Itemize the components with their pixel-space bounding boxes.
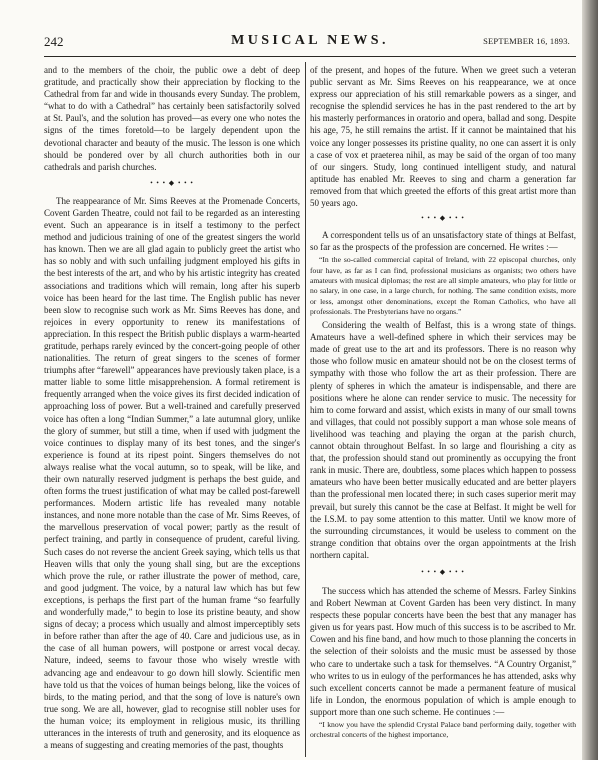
article-paragraph: A correspondent tells us of an unsatisfactory state of things at Belfast, so far as the prospects of the profession are concerned. He writes :— xyxy=(310,230,576,253)
article-paragraph: The success which has attended the scheme of Messrs. Farley Sinkins and Robert Newman at Covent Garden has been very distinct. In many respects these popular concerts have been the best that any manager has given us for years past. How much of this success is to be ascribed to Mr. Cowen and his fine band, and how much to those planning the concerts in the selection of their soloists and the music must be assessed by those who care to undertake such a task for themselves. “A Country Organist,” who writes to us in eulogy of the performances he has attended, asks why such excellent concerts cannot be made a permanent feature of musical life in London, the enormous population of which is ample enough to support more than one such scheme. He continues :— xyxy=(310,585,576,717)
right-column xyxy=(310,64,576,741)
page-header xyxy=(44,34,576,50)
section-ornament: • • • ◆ • • • xyxy=(421,214,465,223)
left-column xyxy=(44,64,300,751)
masthead-title: MUSICAL NEWS. xyxy=(231,33,389,48)
letter-quote: “I know you have the splendid Crystal Palace band performing daily, together with orchestral concerts of the highest importance, xyxy=(310,720,576,740)
article-paragraph: Considering the wealth of Belfast, this is a wrong state of things. Amateurs have a well-defined sphere in which their services may be made of great use to the art and its professors. There is no reason why those who follow music en amateur should not be on the closest terms of sympathy with those who follow the art as their profession. There are plenty of spheres in which the amateur is indispensable, and there are positions where he alone can render service to music. The necessity for him to come forward and assist, which exists in many of our small towns and villages, that could not possibly support a man whose sole means of livelihood was teaching and playing the organ at the parish church, cannot obtain throughout Belfast. In so large and flourishing a city as that, the profession should stand out prominently as occupying the front rank in music. There are, doubtless, some places which happen to possess amateurs who have been better musically educated and are better players than the professional men located there; in such cases superior merit may prevail, but surely this cannot be the case at Belfast. It might be well for the I.S.M. to pay some attention to this matter. Until we know more of the surrounding circumstances, it would be useless to comment on the strange condition that obtains over the organ appointments at the Irish northern capital. xyxy=(310,320,576,560)
section-ornament: • • • ◆ • • • xyxy=(150,178,194,187)
section-ornament: • • • ◆ • • • xyxy=(421,567,465,576)
header-rule xyxy=(44,56,576,57)
column-divider xyxy=(305,62,306,757)
article-paragraph: of the present, and hopes of the future. When we greet such a veteran public servant as Mr. Sims Reeves on his reappearance, we at once express our appreciation of his still remarkable powers as a singer, and recognise the splendid services he has in the past rendered to the art by his masterly performances in oratorio and opera, ballad and song. Despite his age, 75, he still remains the artist. If it cannot be maintained that his voice any longer possesses its pristine quality, no one can assert it is only a case of vox et praeterea nihil, as may be said of the organ of too many of our singers. Study, long continued intelligent study, and natural aptitude has enabled Mr. Reeves to sing and charm a generation far removed from that which greeted the efforts of this great artist more than 50 years ago. xyxy=(310,65,576,209)
article-paragraph: The reappearance of Mr. Sims Reeves at the Promenade Concerts, Covent Garden Theatre, could not fail to be regarded as an interesting event. Such an appearance is in itself a testimony to the perfect method and judicious training of one of the greatest singers the world has known. Then we are all glad again to publicly greet the artist who has so nobly and with such unfailing judgment employed his gifts in the best interests of the art, and who by his artistic integrity has created associations and traditions which will remain, long after his superb voice has been heard for the last time. The English public has never been slow to recognise such work as Mr. Sims Reeves has done, and rejoices in every opportunity to renew its manifestations of appreciation. In this respect the British public displays a warm-hearted gratitude, perhaps rarely evinced by the concert-going people of other nationalities. The return of great singers to the scenes of former triumphs after “farewell” appearances have previously taken place, is a matter liable to some little misapprehension. A formal retirement is frequently arranged when the voice gives its first decided indication of approaching loss of power. But a well-trained and carefully preserved voice has often a long “Indian Summer,” a late autumnal glory, unlike the glory of summer, but still a time, when if used with judgment the voice continues to display many of its best tones, and the singer's experience is found at its ripest point. Singers themselves do not always realise what the vocal autumn, so to speak, will be like, and their own naturally reserved judgment is perhaps the best guide, and often forms the truest justification of what may be called post-farewell performances. Modern artistic life has revealed many notable instances, and none more notable than the case of Mr. Sims Reeves, of the marvellous preservation of vocal power; partly as the result of perfect training, and partly in consequence of prudent, careful living. Such cases do not reverse the ancient Greek saying, which tells us that Heaven wills that only the young shall sing, but are the exceptions which prove the rule, or rather illustrate the power of method, care, and good judgment. The voice, by a natural law which has but few exceptions, is perhaps the first part of the human frame “so fearfully and wonderfully made,” to begin to lose its pristine beauty, and show signs of decay; a process which usually and almost imperceptibly sets in before rather than after the age of 40. Care and judicious use, as in the case of all human powers, will postpone or arrest vocal decay. Nature, indeed, seems to favour those who wisely wrestle with advancing age and endeavour to go down hill slowly. Scientific men have told us that the voices of human beings belong, like the voices of birds, to the mating period, and that the song of love is nature's own true song. We are all, however, glad to recognise still nobler uses for the human voice; its employment in religious music, its thrilling utterances in the interests of truth and generosity, and its eloquence as a means of suggesting and creating memories of the past, thoughts xyxy=(44,195,300,751)
letter-quote: “In the so-called commercial capital of Ireland, with 22 episcopal churches, only four have, as far as I can find, professional musicians as organists; two others have amateurs with musical diplomas; the rest are all simple amateurs, who play for little or no salary, in one case, in a large church, for nothing. The same condition exists, more or less, amongst other denominations, except the Roman Catholics, who have all professionals. The Presbyterians have no organs.” xyxy=(310,255,576,316)
book-spine-shadow xyxy=(582,0,598,760)
issue-date: SEPTEMBER 16, 1893. xyxy=(483,36,570,46)
page-number: 242 xyxy=(44,34,64,49)
article-paragraph: and to the members of the choir, the public owe a debt of deep gratitude, and practically show their appreciation by flocking to the Cathedral from far and wide in thousands every Sunday. The problem, “what to do with a Cathedral” has certainly been satisfactorily solved at St. Paul's, and the solution has proved—as every one who notes the signs of the times foretold—to be largely dependent upon the devotional character and beauty of the music. The lesson is one which should be pondered over by all church authorities both in our cathedrals and parish churches. xyxy=(44,65,300,172)
